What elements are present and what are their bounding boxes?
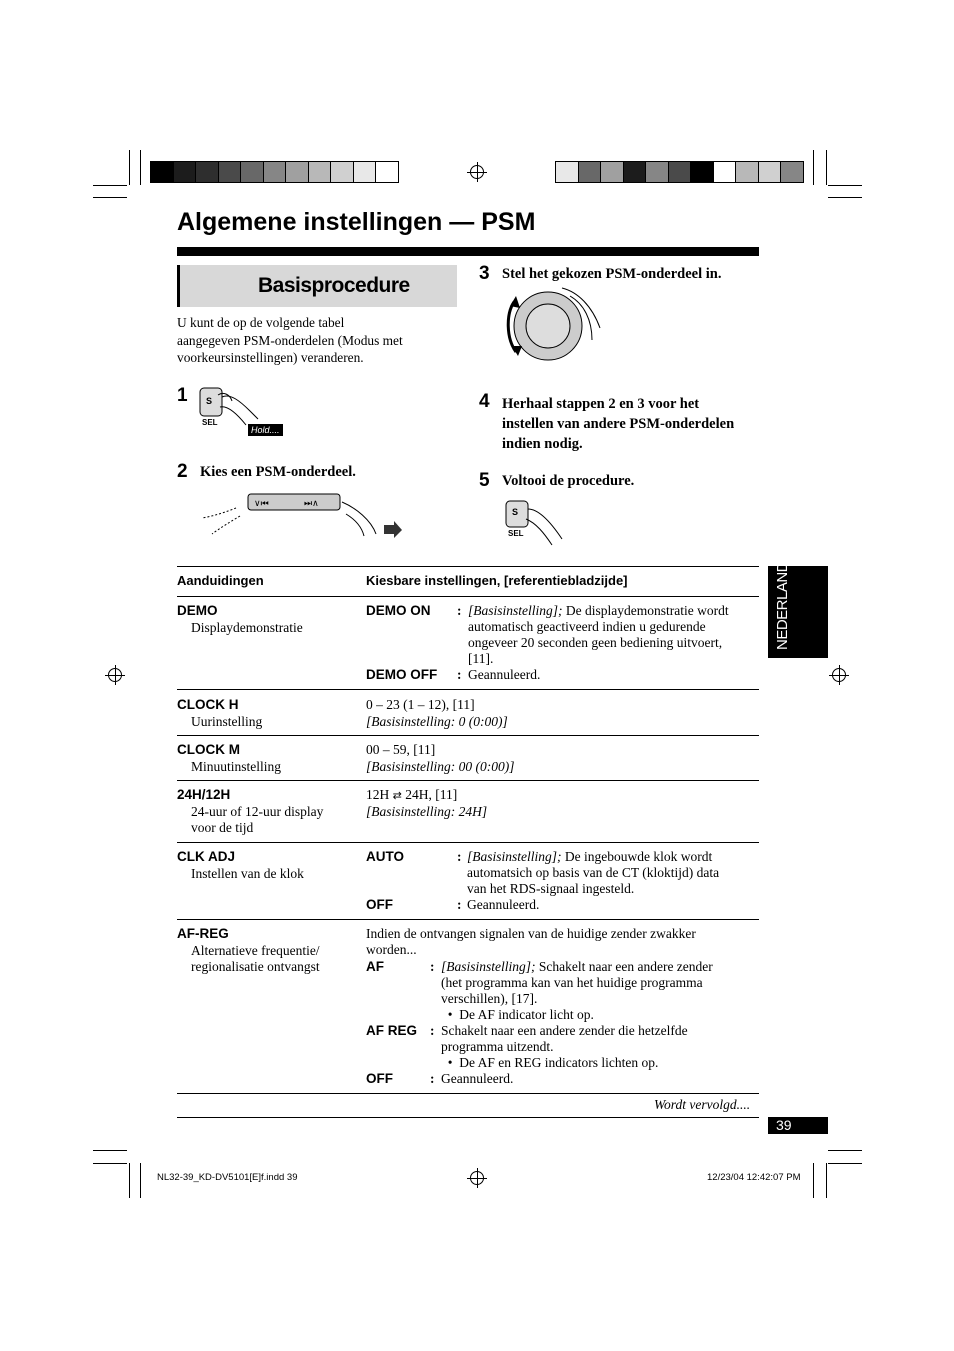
- text-line: worden...: [366, 942, 417, 957]
- row-default: [Basisinstelling: 0 (0:00)]: [366, 714, 508, 729]
- gray-swatch: [151, 162, 174, 182]
- step-line: indien nodig.: [502, 436, 583, 452]
- intro-line: aangegeven PSM-onderdelen (Modus met: [177, 332, 403, 348]
- table-bottom-rule: [177, 1093, 759, 1094]
- crop-mark: [140, 1163, 141, 1198]
- gray-swatch: [286, 162, 309, 182]
- gray-swatch: [331, 162, 354, 182]
- option-text: [441, 1023, 756, 1071]
- gray-swatch: [669, 162, 692, 182]
- table-top-rule: [177, 566, 759, 567]
- crop-mark: [828, 185, 862, 186]
- text-line: automatsich op basis van de CT (kloktijd) data: [467, 865, 720, 880]
- gray-swatch: [759, 162, 782, 182]
- bullet-text: De AF indicator licht op.: [459, 1007, 594, 1022]
- crop-mark: [813, 1163, 814, 1198]
- crop-mark: [828, 197, 862, 198]
- row-code: AF-REG: [177, 926, 229, 941]
- gray-swatch: [219, 162, 242, 182]
- step-number: 1: [177, 385, 188, 406]
- option-code: AF: [366, 959, 384, 974]
- step-number: 5: [479, 470, 490, 491]
- row-code: DEMO: [177, 603, 218, 618]
- row-code: CLOCK H: [177, 697, 239, 712]
- step-text: Voltooi de procedure.: [502, 473, 635, 489]
- step-number: 3: [479, 263, 490, 284]
- intro-text: [177, 314, 457, 367]
- option-colon: :: [430, 959, 435, 974]
- gray-swatch: [781, 162, 803, 182]
- crop-mark: [93, 197, 127, 198]
- seek-button-illustration: [196, 490, 406, 540]
- continued-note: Wordt vervolgd....: [654, 1097, 751, 1112]
- bullet-text: De AF en REG indicators lichten op.: [459, 1055, 659, 1070]
- text-line: van het RDS-signaal ingesteld.: [467, 881, 635, 896]
- page-number-box: [768, 1117, 828, 1134]
- option-colon: :: [430, 1071, 435, 1086]
- crop-mark: [93, 1150, 127, 1151]
- step-text: [502, 394, 734, 454]
- sel-button-hold-illustration: [196, 385, 291, 445]
- text-line: (het programma kan van het huidige programma: [441, 975, 703, 990]
- section-header: [177, 265, 457, 307]
- table-header-indicator: Aanduidingen: [177, 573, 264, 588]
- gray-swatch: [376, 162, 398, 182]
- crop-mark: [93, 1163, 127, 1164]
- text-line: [11].: [468, 651, 494, 666]
- option-text: [467, 849, 757, 897]
- bullet-item: • De AF indicator licht op.: [441, 1007, 594, 1022]
- row-code: 24H/12H: [177, 787, 231, 802]
- text-line: ongeveer 20 seconden geen bediening uitvoert,: [468, 635, 723, 650]
- text-line: voor de tijd: [191, 820, 254, 835]
- crop-mark: [129, 150, 130, 185]
- row-desc: [191, 943, 320, 975]
- step-number: 4: [479, 391, 490, 412]
- gray-swatch: [241, 162, 264, 182]
- page-title: Algemene instellingen — PSM: [177, 208, 536, 236]
- option-colon: :: [457, 603, 462, 618]
- text-line: programma uitzendt.: [441, 1039, 554, 1054]
- toggle-arrows-icon: ⇄: [392, 789, 402, 802]
- title-rule: [177, 247, 759, 256]
- row-desc: Displaydemonstratie: [191, 620, 303, 635]
- row-rule: [177, 919, 759, 920]
- gray-swatch: [354, 162, 377, 182]
- step-line: Herhaal stappen 2 en 3 voor het: [502, 396, 700, 412]
- text-line: regionalisatie ontvangst: [191, 959, 320, 974]
- page-number: 39: [776, 1117, 792, 1133]
- registration-mark: [108, 668, 122, 682]
- crop-mark: [828, 1163, 862, 1164]
- intro-line: voorkeursinstellingen) veranderen.: [177, 350, 364, 365]
- step-line: instellen van andere PSM-onderdelen: [502, 416, 735, 432]
- gray-swatch: [691, 162, 714, 182]
- row-rule: [177, 780, 759, 781]
- crop-mark: [129, 1163, 130, 1198]
- option-code: AUTO: [366, 849, 405, 864]
- hold-label: Hold....: [248, 424, 283, 436]
- language-tab: [768, 552, 828, 658]
- step-text: Kies een PSM-onderdeel.: [200, 464, 356, 480]
- control-dial-illustration: [500, 284, 610, 364]
- option-text: [441, 959, 756, 1023]
- option-text: Geannuleerd.: [441, 1071, 514, 1086]
- row-desc: [191, 804, 323, 836]
- registration-mark: [470, 165, 484, 179]
- option-text: Geannuleerd.: [467, 897, 540, 912]
- crop-mark: [826, 1163, 827, 1198]
- option-code: OFF: [366, 897, 393, 912]
- crop-mark: [826, 150, 827, 185]
- option-colon: :: [457, 849, 462, 864]
- row-rule: [177, 689, 759, 690]
- text-line: Indien de ontvangen signalen van de huidige zender zwakker: [366, 926, 696, 941]
- text-line: Alternatieve frequentie/: [191, 943, 320, 958]
- language-tab-label: NEDERLANDS: [774, 552, 791, 650]
- row-value: 00 – 59, [11]: [366, 742, 436, 757]
- row-default: [Basisinstelling: 24H]: [366, 804, 488, 819]
- gray-swatch: [174, 162, 197, 182]
- gray-swatch: [579, 162, 602, 182]
- footer-file: NL32-39_KD-DV5101[E]f.indd 39: [157, 1172, 298, 1183]
- gray-swatch: [601, 162, 624, 182]
- grayscale-bar-right: [555, 161, 804, 183]
- option-colon: :: [430, 1023, 435, 1038]
- step-text: Stel het gekozen PSM-onderdeel in.: [502, 266, 722, 282]
- table-header-settings: Kiesbare instellingen, [referentiebladzijde]: [366, 573, 628, 588]
- crop-mark: [140, 150, 141, 185]
- registration-mark: [470, 1171, 484, 1185]
- row-value: [366, 787, 457, 804]
- row-value: 0 – 23 (1 – 12), [11]: [366, 697, 475, 712]
- bullet-item: • De AF en REG indicators lichten op.: [441, 1055, 659, 1070]
- svg-text:∨⏮: ∨⏮: [254, 499, 269, 509]
- text-line: 24-uur of 12-uur display: [191, 804, 324, 819]
- row-desc: Instellen van de klok: [191, 866, 304, 881]
- row-rule: [177, 735, 759, 736]
- default-tag: [Basisinstelling];: [441, 959, 536, 974]
- crop-mark: [828, 1150, 862, 1151]
- option-text: Geannuleerd.: [468, 667, 541, 682]
- text-line: Schakelt naar een andere zender die hetzelfde: [441, 1023, 688, 1038]
- registration-mark: [832, 668, 846, 682]
- page-bottom-rule: [177, 1117, 759, 1118]
- option-colon: :: [457, 667, 462, 682]
- crop-mark: [813, 150, 814, 185]
- intro-line: U kunt de op de volgende tabel: [177, 315, 345, 330]
- step-number: 2: [177, 461, 188, 482]
- default-tag: [Basisinstelling];: [467, 849, 562, 864]
- gray-swatch: [264, 162, 287, 182]
- gray-swatch: [624, 162, 647, 182]
- row-desc: Uurinstelling: [191, 714, 263, 729]
- text-line: automatisch geactiveerd indien u gedurende: [468, 619, 706, 634]
- section-title: Basisprocedure: [258, 274, 410, 297]
- gray-swatch: [736, 162, 759, 182]
- value-b: 24H, [11]: [405, 787, 458, 802]
- default-tag: [Basisinstelling];: [468, 603, 563, 618]
- row-code: CLK ADJ: [177, 849, 236, 864]
- gray-swatch: [556, 162, 579, 182]
- table-header-rule: [177, 596, 759, 597]
- gray-swatch: [646, 162, 669, 182]
- grayscale-bar-left: [150, 161, 399, 183]
- crop-mark: [93, 185, 127, 186]
- option-text: [468, 603, 758, 667]
- svg-text:⏭∧: ⏭∧: [304, 499, 319, 509]
- row-rule: [177, 842, 759, 843]
- button-sel-label: SEL: [202, 418, 218, 427]
- button-sel-label: SEL: [508, 529, 524, 538]
- option-code: OFF: [366, 1071, 393, 1086]
- text-line: verschillen), [17].: [441, 991, 538, 1006]
- text-line: De displaydemonstratie wordt: [562, 603, 729, 618]
- button-s-label: S: [512, 507, 519, 517]
- text-line: De ingebouwde klok wordt: [561, 849, 713, 864]
- row-intro: [366, 926, 696, 958]
- value-a: 12H: [366, 787, 390, 802]
- option-code: DEMO ON: [366, 603, 431, 618]
- option-colon: :: [457, 897, 462, 912]
- gray-swatch: [196, 162, 219, 182]
- button-s-label: S: [206, 396, 213, 406]
- row-code: CLOCK M: [177, 742, 240, 757]
- text-line: Schakelt naar een andere zender: [535, 959, 713, 974]
- gray-swatch: [309, 162, 332, 182]
- gray-swatch: [714, 162, 737, 182]
- footer-date: 12/23/04 12:42:07 PM: [707, 1172, 801, 1183]
- option-code: AF REG: [366, 1023, 418, 1038]
- row-default: [Basisinstelling: 00 (0:00)]: [366, 759, 515, 774]
- row-desc: Minuutinstelling: [191, 759, 282, 774]
- option-code: DEMO OFF: [366, 667, 438, 682]
